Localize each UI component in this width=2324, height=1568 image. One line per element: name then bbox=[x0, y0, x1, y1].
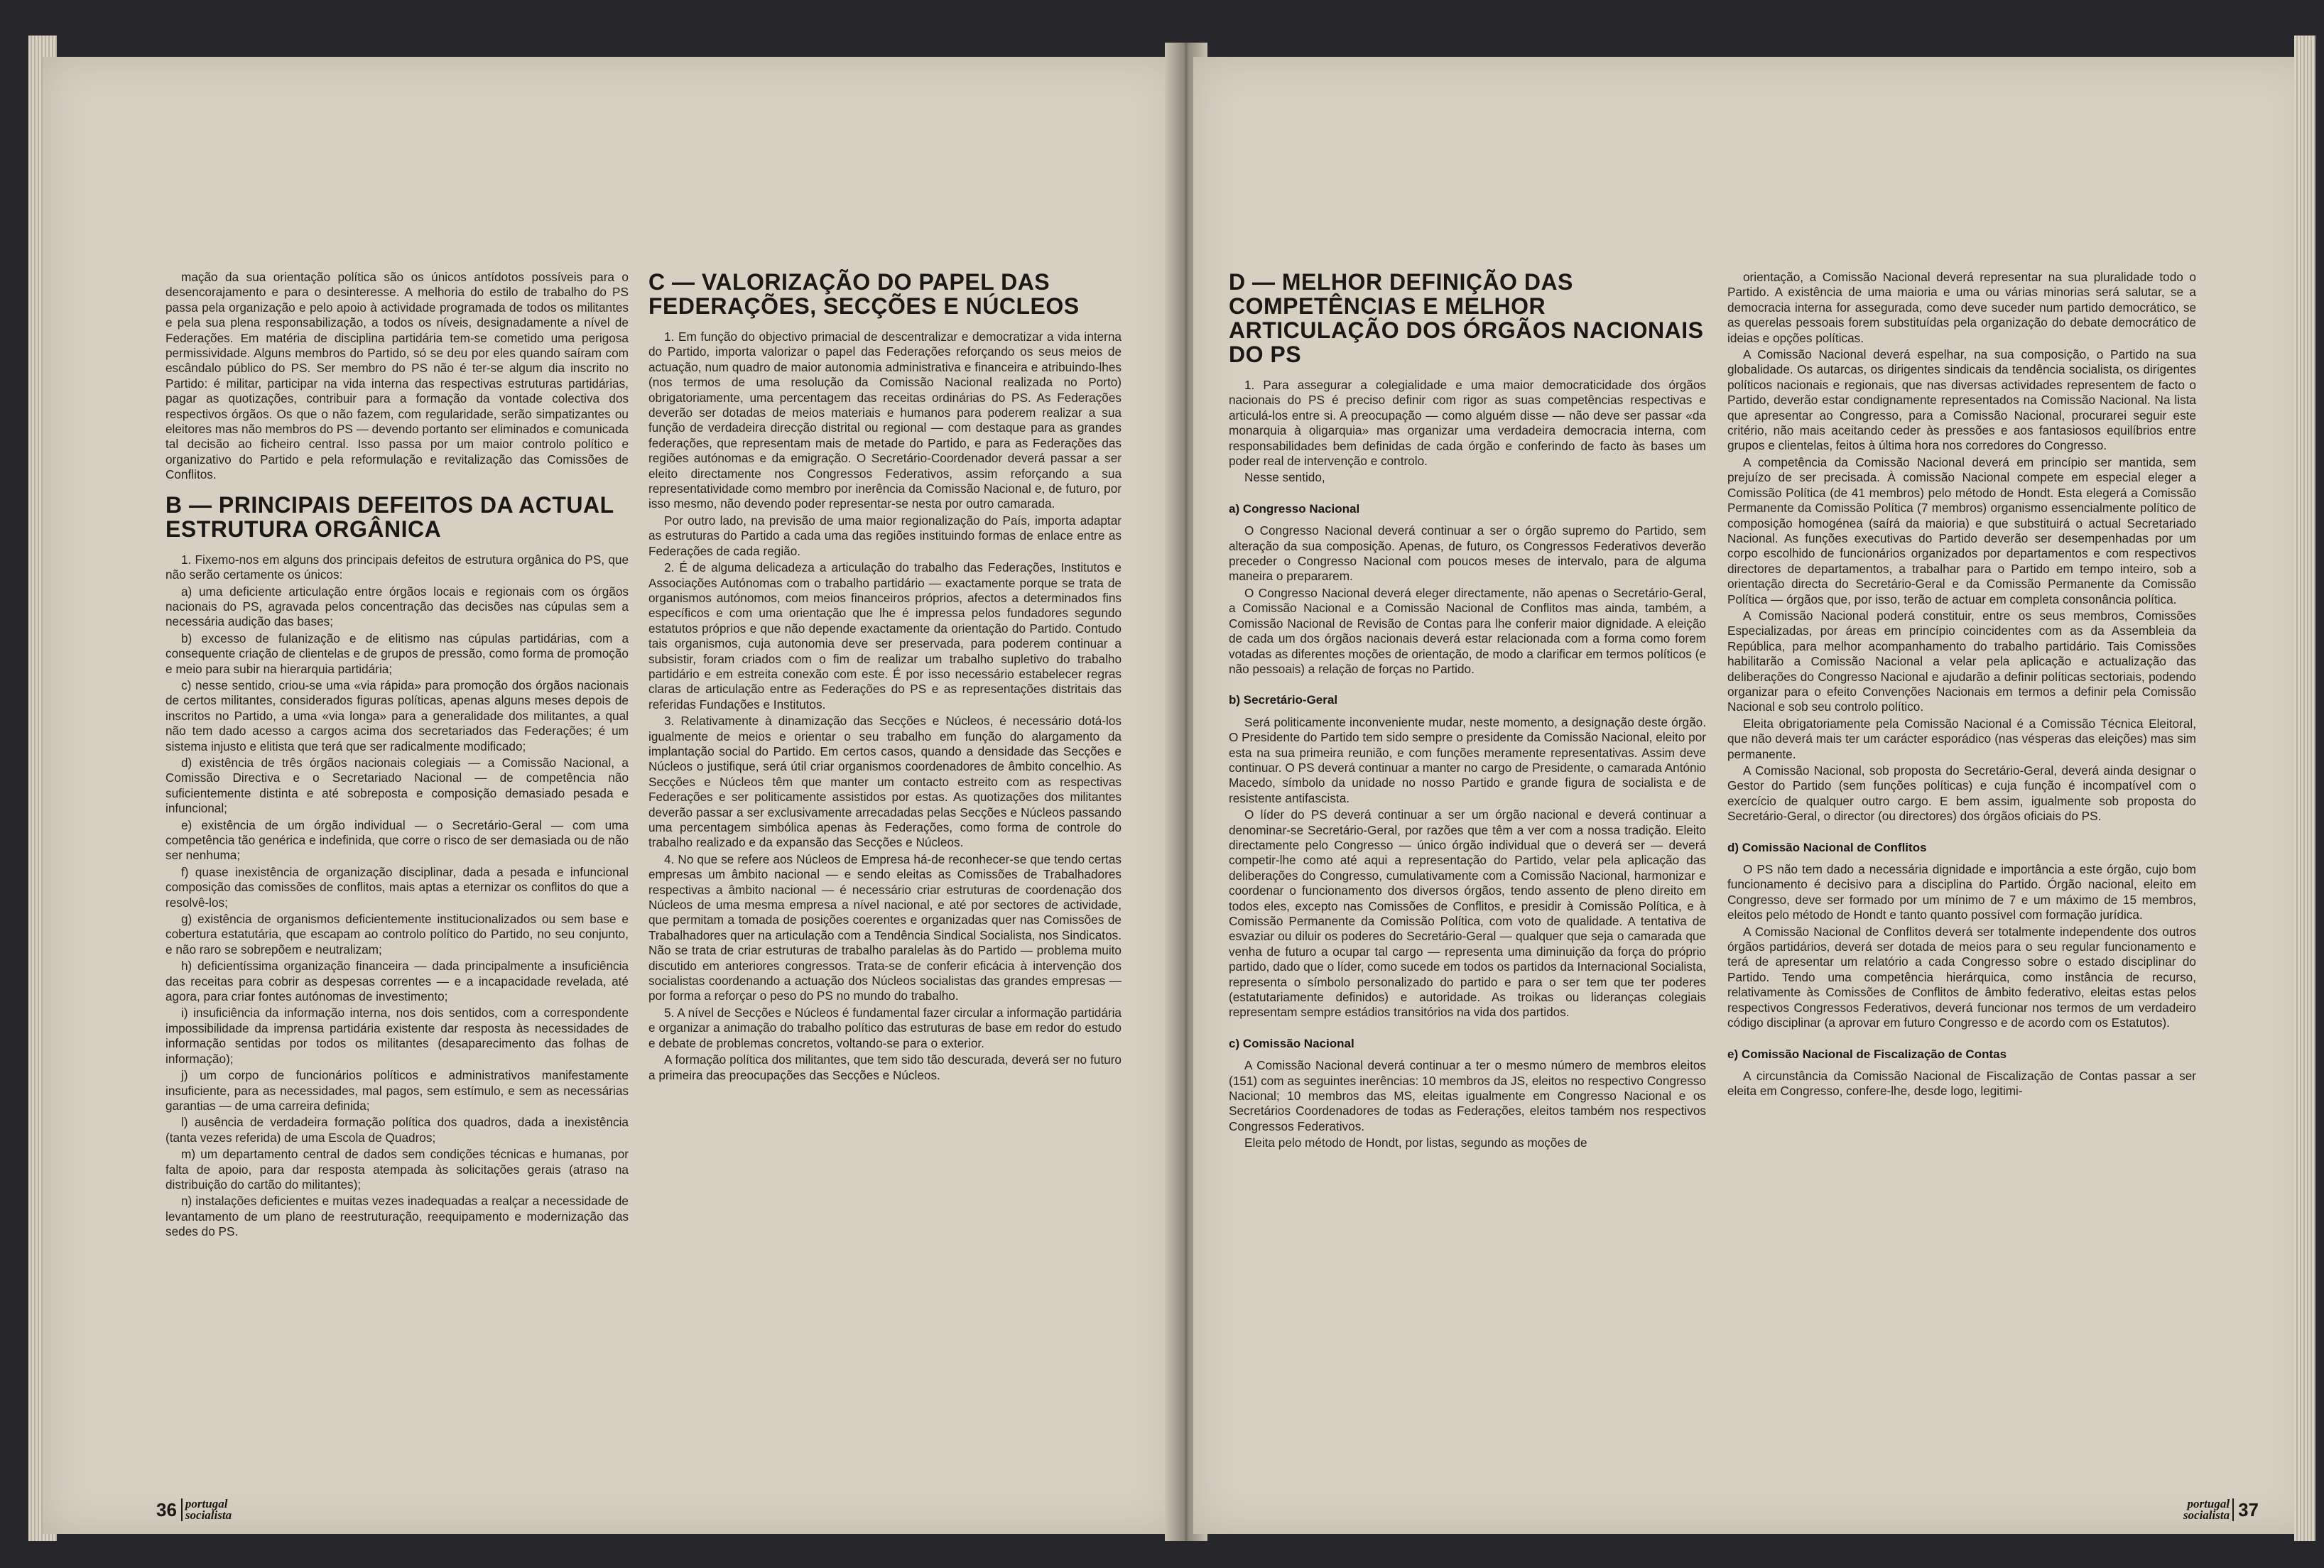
col4-d bbox=[1727, 862, 2196, 1030]
paragraph: A Comissão Nacional de Conflitos deverá ser totalmente independente dos outros órgãos partidários, deverá ser dotada de meios para o seu regular funcionamento e terá de apresentar um relatório a cada Congresso sobre o estado disciplinar do Partido. Tendo uma competência hierárquica, como instância de recurso, relativamente às Comissões de Conflitos de âmbito federativo, eleitas estas pelos respectivos Congressos Federativos, deverá funcionar nos termos de um verdadeiro código disciplinar (a aprovar em futuro Congresso e de acordo com os Estatutos). bbox=[1727, 924, 2196, 1030]
heading-c: C — VALORIZAÇÃO DO PAPEL DAS FEDERAÇÕES, SECÇÕES E NÚCLEOS bbox=[648, 269, 1080, 319]
heading-b: B — PRINCIPAIS DEFEITOS DA ACTUAL ESTRUTURA ORGÂNICA bbox=[165, 491, 614, 542]
col3-c bbox=[1229, 1058, 1706, 1150]
col3-intro bbox=[1229, 378, 1706, 486]
paragraph: O PS não tem dado a necessária dignidade e importância a este órgão, cujo bom funcionamento é decisivo para a disciplina do Partido. Órgão nacional, eleito em Congresso, deve ser formado por um mínimo de 7 e um máximo de 15 membros, eleitos pelo método de Hondt e tanto quanto possível com formação jurídica. bbox=[1727, 862, 2196, 922]
sub-e: e) Comissão Nacional de Fiscalização de Contas bbox=[1727, 1047, 2007, 1061]
paragraph: i) insuficiência da informação interna, nos dois sentidos, com a correspondente impossibilidade da imprensa partidária existente dar resposta às necessidades de informação sentidas por todos os militantes (desaparecimento das folhas de informação); bbox=[165, 1006, 629, 1066]
col3-b bbox=[1229, 715, 1706, 1020]
paragraph: n) instalações deficientes e muitas vezes inadequadas a realçar a necessidade de levantamento de um plano de reestruturação, reequipamento e modernização das sedes do PS. bbox=[165, 1194, 629, 1239]
paragraph: A Comissão Nacional deverá espelhar, na sua composição, o Partido na sua globalidade. Os autarcas, os dirigentes sindicais da tendência socialista, os dirigentes políticos nacionais e regionais, que nas diversas actividades representem de facto o Partido, deverão estar condignamente representados na Comissão Nacional. Na lista que apresentar ao Congresso, para a Comissão Nacional, procurarei seguir este critério, não mais aceitando ceder às pressões e aos fantasiosos equilíbrios entre grupos e clientelas, feitos à última hora nos corredores do Congresso. bbox=[1727, 347, 2196, 453]
paragraph: b) excesso de fulanização e de elitismo nas cúpulas partidárias, com a consequente criação de clientelas e de grupos de pressão, como forma de promoção e meio para subir na hierarquia partidária; bbox=[165, 631, 629, 676]
paragraph: mação da sua orientação política são os únicos antídotos possíveis para o desencorajamento e para o desinteresse. A melhoria do estilo de trabalho do PS passa pela organização e pelo apoio à actividade programada de todos os militantes e pela sua plena responsabilização, a todos os níveis, designadamente a nível de Federações. Em matéria de disciplina partidária tem-se cometido uma perigosa permissividade. Alguns membros do Partido, só se deu por eles quando saíram com escândalo público do PS. Ser membro do PS não é ter-se algum dia inscrito no Partido: é militar, participar na vida interna das respectivas estruturas partidárias, pagar as quotizações, contribuir para a formação da vontade colectiva dos respectivos órgãos. Os que o não fazem, com regularidade, serão simpatizantes ou eleitores mas não membros do PS — devendo portanto ser eliminados e comunicada tal decisão ao ficheiro central. Isso passa por um maior controlo político e organizativo do Partido e pela reformulação e revitalização das Comissões de Conflitos. bbox=[165, 270, 629, 482]
paragraph: Será politicamente inconveniente mudar, neste momento, a designação deste órgão. O Presidente do Partido tem sido sempre o presidente da Comissão Nacional, eleito por esta na sua primeira reunião, e com funções meramente representativas. Assim deve continuar. O PS deverá continuar a manter no cargo de Presidente, o camarada António Macedo, símbolo da unidade no nosso Partido e grande figura de socialista e de resistente antifascista. bbox=[1229, 714, 1706, 805]
paragraph: 4. No que se refere aos Núcleos de Empresa há-de reconhecer-se que tendo certas empresas um âmbito nacional — e sendo eleitas as Comissões de Trabalhadores respectivas a âmbito nacional — é necessário criar estruturas de coordenação dos Núcleos de uma mesma empresa a nível nacional, e até por sectores de actividade, que permitam a tomada de posições coerentes e organizadas quer nas Comissões de Trabalhadores quer na articulação com a Tendência Sindical Socialista, nos Sindicatos. Não se trata de criar estruturas de trabalho paralelas às do Partido — problema muito discutido em anteriores congressos. Trata-se de conferir eficácia à intervenção dos socialistas coordenando a actuação dos Núcleos socialistas das grandes empresas — por forma a reforçar o peso do PS no mundo do trabalho. bbox=[648, 851, 1122, 1003]
paragraph: 3. Relativamente à dinamização das Secções e Núcleos, é necessário dotá-los igualmente de meios e orientar o seu trabalho em função do alargamento da implantação social do Partido. Em certos casos, quando a densidade das Secções e Núcleos o justifique, será útil criar organismos coordenadores de âmbito concelhio. As Secções e Núcleos têm que manter um contacto estreito com as respectivas Federações e ser politicamente assistidos por estas. As quotizações dos militantes deverão passar a ser exclusivamente arrecadadas pelas Secções e Núcleos passando uma percentagem simbólica apenas às Federações, como forma de controle do trabalho realizado e da expansão das Secções e Núcleos. bbox=[648, 714, 1122, 850]
paragraph: Eleita obrigatoriamente pela Comissão Nacional é a Comissão Técnica Eleitoral, que não deverá mais ter um carácter esporádico (nas vésperas das eleições) mas sim permanente. bbox=[1727, 716, 2196, 761]
col1-text bbox=[165, 270, 629, 483]
paragraph: h) deficientíssima organização financeira — dada principalmente a insuficiência das receitas para cobrir as despesas correntes — e a incapacidade revelada, até agora, para criar fontes autónomas de investimento; bbox=[165, 959, 629, 1004]
paragraph: A Comissão Nacional deverá continuar a ter o mesmo número de membros eleitos (151) com as seguintes inerências: 10 membros da JS, eleitos no respectivo Congresso Nacional; 10 membros das MS, eleitas igualmente em Congresso Nacional e os Secretários Coordenadores de todas as Federações, eleitos também nos respectivos Congressos Federativos. bbox=[1229, 1058, 1706, 1133]
paragraph: A Comissão Nacional poderá constituir, entre os seus membros, Comissões Especializadas, por áreas em princípio coincidentes com as da Assembleia da República, para melhor acompanhamento do trabalho partidário. Tais Comissões habilitarão a Comissão Nacional a velar pela aplicação e actualização das deliberações do Congresso Nacional e ajudarão a definir políticas sectoriais, podendo organizar para o efeito Convenções Nacionais em termos a definir pela Comissão Nacional e sob seu controlo político. bbox=[1727, 608, 2196, 714]
col4-text bbox=[1727, 270, 2196, 824]
paragraph: Nesse sentido, bbox=[1244, 470, 1325, 485]
paragraph: e) existência de um órgão individual — o Secretário-Geral — com uma competência tão genérica e indefinida, que corre o risco de ser demasiada ou de não ser nenhuma; bbox=[165, 817, 629, 863]
paragraph: 5. A nível de Secções e Núcleos é fundamental fazer circular a informação partidária e organizar a animação do trabalho político das estruturas de base em redor do estudo e debate de problemas concretos, voltando-se para o exterior. bbox=[648, 1005, 1122, 1050]
brand-logo: portugal socialista bbox=[181, 1498, 232, 1521]
paragraph: c) nesse sentido, criou-se uma «via rápida» para promoção dos órgãos nacionais de certos militantes, considerados figuras políticas, apenas alguns meses depois de inscritos no Partido, a uma «via longa» para a generalidade dos militantes, a qual não tem dado acesso a cargos acima dos secretariados das Federações; é um sistema injusto e elitista que terá que ser radicalmente modificado; bbox=[165, 677, 629, 753]
right-column-1 bbox=[1229, 270, 1706, 1153]
paragraph: A circunstância da Comissão Nacional de Fiscalização de Contas passar a ser eleita em Congresso, confere-lhe, desde logo, legitimi- bbox=[1727, 1068, 2196, 1099]
right-folio bbox=[2183, 1498, 2259, 1521]
paragraph: l) ausência de verdadeira formação política dos quadros, dada a inexistência (tanta vezes referida) de uma Escola de Quadros; bbox=[165, 1115, 629, 1145]
paragraph: a) uma deficiente articulação entre órgãos locais e regionais com os órgãos nacionais do PS, agravada pelos concentração das decisões nas cúpulas sem a necessária audição das bases; bbox=[165, 584, 629, 629]
col1-b-text bbox=[165, 552, 629, 1240]
paragraph: O líder do PS deverá continuar a ser um órgão nacional e deverá continuar a denominar-se Secretário-Geral, por razões que têm a ver com a nossa tradição. Eleito directamente pelo Congresso — único órgão individual que o deverá ser — deverá competir-lhe como até aqui a representação do Partido, velar pela aplicação das deliberações do Congresso, cumulativamente com a Comissão Nacional, harmonizar e coordenar o funcionamento dos diversos órgãos, tendo assento de pleno direito em todos eles, excepto nas Comissões de Conflitos, e presidir à Comissão Política, e à Comissão Permanente da Comissão Política, com voto de qualidade. A tentativa de esvaziar ou diluir os poderes do Secretário-Geral — qualquer que seja o camarada que venha de futuro a ocupar tal cargo — representa uma diminuição da força do próprio partido, dado que o líder, como sucede em todos os partidos da Internacional Socialista, representa o símbolo personalizado do partido e para o ser tem que ter poderes (estatutariamente definidos) e autoridade. As troikas ou lideranças colegiais representam sempre estádios transitórios na vida dos partidos. bbox=[1229, 807, 1706, 1020]
col4-e bbox=[1727, 1069, 2196, 1099]
right-column-2 bbox=[1727, 270, 2196, 1101]
paragraph: d) existência de três órgãos nacionais colegiais — a Comissão Nacional, a Comissão Directiva e o Secretariado Nacional — de competência não suficientemente distinta e até sobreposta e composição demasiado pesada e infuncional; bbox=[165, 755, 629, 816]
right-page-edge bbox=[2294, 36, 2315, 1541]
col3-a bbox=[1229, 523, 1706, 677]
paragraph: f) quase inexistência de organização disciplinar, dada a pesada e infuncional composição das comissões de conflitos, mais aptas a eternizar os conflitos do que a resolvê-los; bbox=[165, 864, 629, 910]
paragraph: A Comissão Nacional, sob proposta do Secretário-Geral, deverá ainda designar o Gestor do Partido (sem funções políticas) e cuja função é incompatível com o exercício de qualquer outro cargo. E bem assim, igualmente sob proposta do Secretário-Geral, o director (ou directores) dos órgãos oficiais do PS. bbox=[1727, 763, 2196, 824]
page-number: 37 bbox=[2238, 1499, 2259, 1520]
paragraph: Por outro lado, na previsão de uma maior regionalização do País, importa adaptar as estruturas do Partido a cada uma das regiões instituindo formas de enlace entre as Federações de cada região. bbox=[648, 513, 1122, 558]
paragraph: 1. Para assegurar a colegialidade e uma maior democraticidade dos órgãos nacionais do PS é preciso definir com rigor as suas competências respectivas e articulá-los entre si. A preocupação — como alguém disse — não deve ser passar «da monarquia à oligarquia» mas organizar uma verdadeira democracia interna, com responsabilidades bem definidas de cada órgão e conferindo de facto às bases um poder real de intervenção e controlo. bbox=[1229, 378, 1706, 469]
left-column-1 bbox=[165, 270, 629, 1241]
paragraph: O Congresso Nacional deverá eleger directamente, não apenas o Secretário-Geral, a Comissão Nacional e a Comissão Nacional de Conflitos mas ainda, também, a Comissão Nacional de Revisão de Contas para lhe conferir maior dignidade. A eleição de cada um dos órgãos nacionais deverá estar relacionada com a forma como forem votadas as diferentes moções de orientação, de modo a clarificar em termos políticos (e não pessoais) a relação de forças no Partido. bbox=[1229, 585, 1706, 676]
paragraph: j) um corpo de funcionários políticos e administrativos manifestamente insuficiente, para as necessidades, mal pagos, sem estímulo, e sem as necessárias garantias — de uma carreira definida; bbox=[165, 1068, 629, 1113]
left-page bbox=[43, 57, 1179, 1534]
sub-d: d) Comissão Nacional de Conflitos bbox=[1727, 840, 1927, 854]
paragraph: A formação política dos militantes, que tem sido tão descurada, deverá ser no futuro a primeira das preocupações das Secções e Núcleos. bbox=[648, 1052, 1122, 1082]
paragraph: Eleita pelo método de Hondt, por listas, segundo as moções de bbox=[1244, 1136, 1587, 1150]
page-number: 36 bbox=[156, 1499, 177, 1520]
paragraph: 1. Fixemo-nos em alguns dos principais defeitos de estrutura orgânica do PS, que não serão certamente os únicos: bbox=[165, 552, 629, 582]
right-page bbox=[1193, 57, 2315, 1534]
left-folio bbox=[156, 1498, 232, 1521]
paragraph: O Congresso Nacional deverá continuar a ser o órgão supremo do Partido, sem alteração da sua composição. Apenas, de futuro, os Congressos Federativos deverão preceder o Congresso Nacional com poucos meses de intervalo, para de alguma maneira o prepararem. bbox=[1229, 523, 1706, 584]
brand-logo: portugal socialista bbox=[2183, 1498, 2234, 1521]
left-column-2 bbox=[648, 270, 1122, 1084]
heading-d: D — MELHOR DEFINIÇÃO DAS COMPETÊNCIAS E MELHOR ARTICULAÇÃO DOS ÓRGÃOS NACIONAIS DO PS bbox=[1229, 269, 1704, 367]
paragraph: A competência da Comissão Nacional deverá em princípio ser mantida, sem prejuízo de ser precisada. À comissão Nacional compete em especial eleger a Comissão Política (de 41 membros) pelo método de Hondt. Esta elegerá a Comissão Permanente da Comissão Política (7 membros) organismo essencialmente político de composição homogénea (saírá da maioria) e que substituirá o actual Secretariado Nacional. As funções executivas do Partido deverão ser desempenhadas por um corpo escolhido de funcionários organizados por departamentos e com respectivos directores de departamentos, a trabalhar para o Partido em tempo inteiro, sob a orientação directa do Secretário-Geral e da Comissão Permanente da Comissão Política — órgãos que, por isso, terão de actuar em completa consonância política. bbox=[1727, 454, 2196, 606]
col2-text bbox=[648, 330, 1122, 1083]
paragraph: g) existência de organismos deficientemente institucionalizados ou sem base e cobertura estatutária, que escapam ao controlo político do Partido, no seu conjunto, e não raro se sobrepõem e neutralizam; bbox=[165, 912, 629, 957]
sub-c: c) Comissão Nacional bbox=[1229, 1036, 1354, 1050]
paragraph: 1. Em função do objectivo primacial de descentralizar e democratizar a vida interna do Partido, importa valorizar o papel das Federações reforçando os seus meios de actuação, num quadro de maior autonomia administrativa e financeira e atribuindo-lhes (nos termos de uma resolução da Comissão Nacional realizada no Porto) obrigatoriamente, uma percentagem das receitas ordinárias do PS. As Federações deverão ser dotadas de meios materiais e humanos para poderem realizar a sua função de verdadeira direcção distrital ou regional — com destaque para as grandes federações, que representam mais de metade do Partido, e para as Federações das regiões autónomas e da emigração. O Secretário-Coordenador deverá passar a ser eleito directamente nos Congressos Federativos, assim reforçando a sua representatividade como membro por inerência da Comissão Nacional e, de futuro, por isso mesmo, não devendo poder representar-se nesta por outro camarada. bbox=[648, 330, 1122, 511]
sub-b: b) Secretário-Geral bbox=[1229, 693, 1338, 707]
paragraph: m) um departamento central de dados sem condições técnicas e humanas, por falta de apoio, para dar resposta atempada às solicitações gerais (atraso na distribuição do cartão do militantes); bbox=[165, 1147, 629, 1192]
magazine-spread bbox=[28, 28, 2301, 1555]
sub-a: a) Congresso Nacional bbox=[1229, 501, 1360, 516]
paragraph: 2. É de alguma delicadeza a articulação do trabalho das Federações, Institutos e Associações Autónomas com o trabalho partidário — exactamente porque se trata de organismos autónomos, com meios financeiros próprios, afectos a determinados fins específicos e com uma orientação que lhe é impressa pelos fundadores segundo estatutos próprios e que não depende exactamente da orientação do Partido. Contudo tais organismos, cuja autonomia deve ser preservada, para poderem continuar a subsistir, foram criados com o fim de realizar um trabalho supletivo do trabalho partidário e em estreita conexão com este. É por isso necessário estabelecer regras claras de articulação entre as Federações do PS e as representações distritais das referidas Fundações e Institutos. bbox=[648, 560, 1122, 712]
paragraph: orientação, a Comissão Nacional deverá representar na sua pluralidade todo o Partido. A existência de uma maioria e uma ou várias minorias será salutar, se a democracia interna for assegurada, como deve suceder num partido democrático, se as querelas pessoais forem substituídas pela organização do debate democrático de ideias e opções políticas. bbox=[1727, 270, 2196, 345]
